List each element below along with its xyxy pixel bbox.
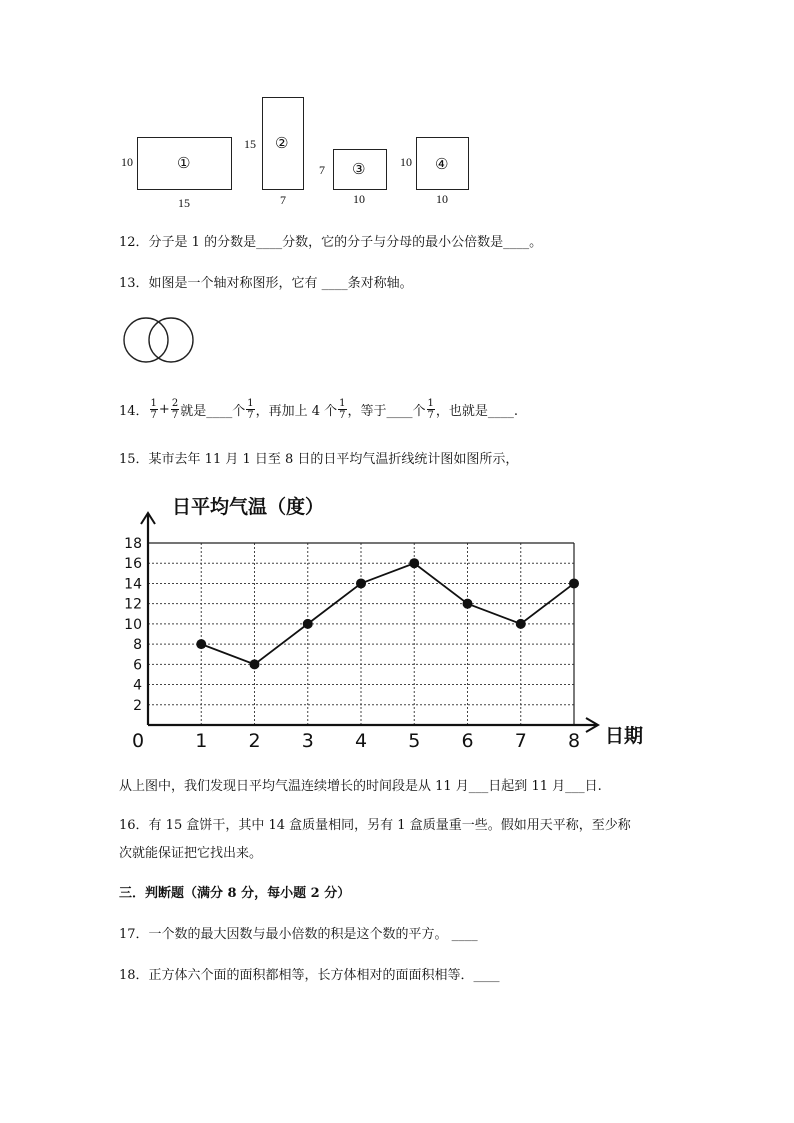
q14-text-2: ，再加上 4 个: [255, 404, 338, 419]
y-tick-label: 14: [124, 576, 142, 593]
x-tick-label: 8: [567, 730, 581, 752]
y-tick-label: 8: [133, 637, 142, 654]
chart-axes: [141, 513, 598, 732]
x-tick-label: 3: [301, 730, 314, 752]
rectangle-1-width: 15: [178, 196, 190, 210]
data-point: [569, 578, 579, 588]
x-tick-label: 0: [131, 730, 145, 752]
rectangle-1-label: ①: [177, 154, 191, 172]
q14-text-1: 就是____个: [180, 404, 246, 419]
x-axis-label: 日期: [605, 725, 644, 747]
fraction-one-seventh: $\frac{1}{7}$: [339, 398, 346, 421]
data-point: [463, 599, 473, 609]
rectangle-2-label: ②: [275, 134, 289, 152]
question-17: 17．一个数的最大因数与最小倍数的积是这个数的平方。 ____: [119, 927, 478, 942]
q14-text-3: ，等于____个: [347, 404, 426, 419]
right-circle: [149, 318, 193, 362]
q14-text-4: ，也就是____.: [435, 404, 519, 419]
data-point: [303, 619, 313, 629]
chart-title: 日平均气温（度）: [172, 496, 325, 518]
rectangle-3-label: ③: [352, 160, 366, 178]
question-15-answer: 从上图中，我们发现日平均气温连续增长的时间段是从 11 月___日起到 11 月___日.: [119, 779, 602, 794]
x-tick-label: 7: [514, 730, 527, 752]
y-tick-label: 16: [124, 556, 142, 573]
rectangle-2-width: 7: [280, 193, 286, 207]
rectangle-2-height: 15: [244, 137, 256, 151]
x-tick-label: 6: [461, 730, 474, 752]
y-tick-label: 18: [124, 536, 142, 552]
fraction-one-seventh: $\frac{1}{7}$: [150, 398, 157, 421]
rectangle-4-label: ④: [435, 155, 449, 173]
rectangle-3-width: 10: [353, 192, 365, 206]
q14-number: 14．: [119, 404, 149, 419]
x-tick-label: 2: [248, 730, 261, 752]
question-12: 12．分子是 1 的分数是____分数，它的分子与分母的最小公倍数是____。: [119, 235, 543, 250]
section-3-heading: 三．判断题（满分 8 分，每小题 2 分）: [119, 886, 351, 901]
fraction-two-sevenths: $\frac{2}{7}$: [171, 398, 179, 421]
chart-grid: [148, 543, 574, 725]
x-tick-label: 1: [195, 730, 208, 752]
rectangle-1-height: 10: [121, 155, 133, 169]
data-point: [516, 619, 526, 629]
x-tick-label: 5: [408, 730, 421, 752]
x-tick-label: 4: [354, 730, 368, 752]
temperature-series-line: [201, 563, 574, 664]
y-tick-label: 6: [133, 657, 142, 674]
y-tick-label: 12: [124, 596, 142, 613]
y-tick-label: 2: [133, 697, 142, 714]
y-tick-label: 10: [124, 616, 142, 633]
question-15: 15．某市去年 11 月 1 日至 8 日的日平均气温折线统计图如图所示，: [119, 452, 519, 467]
data-point: [356, 578, 366, 588]
y-tick-label: 4: [133, 677, 142, 694]
rectangle-3-height: 7: [319, 163, 325, 177]
rectangle-4-height: 10: [400, 155, 412, 169]
data-point: [409, 558, 419, 568]
data-point: [196, 639, 206, 649]
question-16-line-2: 次就能保证把它找出来。: [119, 846, 263, 861]
question-16-line-1: 16．有 15 盒饼干，其中 14 盒质量相同，另有 1 盒质量重一些。假如用天平称，至少称: [119, 818, 631, 833]
data-point: [250, 659, 260, 669]
question-13: 13．如图是一个轴对称图形，它有 ____条对称轴。: [119, 276, 413, 291]
two-circles-figure: [120, 312, 200, 368]
left-circle: [124, 318, 168, 362]
rectangle-4-width: 10: [436, 192, 448, 206]
chart-series: [196, 558, 579, 669]
fraction-one-seventh: $\frac{1}{7}$: [427, 398, 434, 421]
question-18: 18．正方体六个面的面积都相等，长方体相对的面面积相等．____: [119, 968, 500, 983]
temperature-line-chart: [110, 485, 670, 760]
question-14: [119, 398, 518, 421]
q14-plus: +: [158, 402, 170, 417]
fraction-one-seventh: $\frac{1}{7}$: [247, 398, 254, 421]
